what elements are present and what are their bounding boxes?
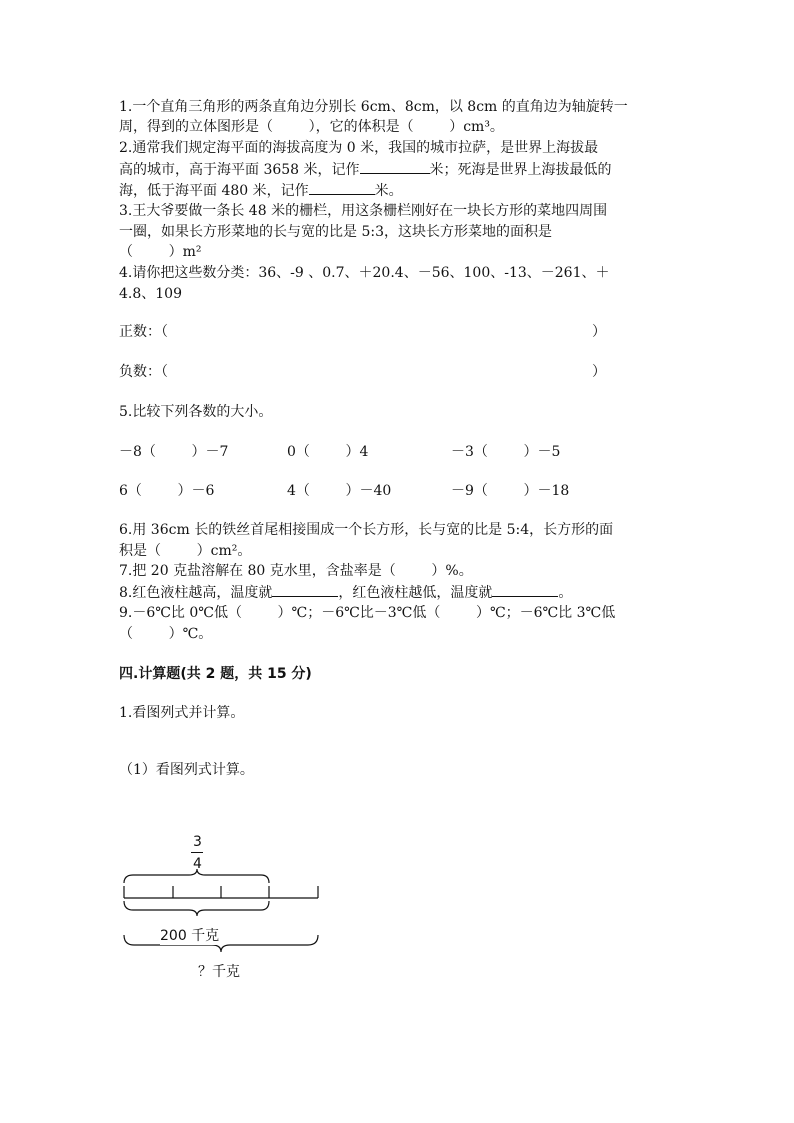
brace-top: [124, 869, 269, 883]
brace-mid: [124, 901, 269, 916]
q3-line2: 一圈，如果长方形菜地的长与宽的比是 5:3，这块长方形菜地的面积是: [119, 224, 552, 240]
q2-line1: 2.通常我们规定海平面的海拔高度为 0 米，我国的城市拉萨，是世界上海拔最: [119, 140, 599, 156]
positive-label: 正数：（: [119, 324, 168, 340]
q6-line2: 积是（ ）cm²。: [119, 543, 252, 559]
q3-line3: （ ）m²: [119, 244, 202, 260]
calc-q1: 1.看图列式并计算。: [119, 705, 245, 721]
q3-line1: 3.王大爷要做一条长 48 米的栅栏，用这条栅栏刚好在一块长方形的菜地四周围: [119, 203, 608, 219]
q2-line2: 高的城市，高于海平面 3658 米，记作 米；死海是世界上海拔最低的: [119, 159, 612, 180]
negative-label: 负数：（: [119, 364, 168, 380]
compare-item: 0（ ）4: [287, 444, 369, 460]
fraction-numerator: 3: [193, 834, 202, 850]
q2-line3: 海，低于海平面 480 米，记作 米。: [119, 180, 403, 201]
q9-line2: （ ）℃。: [119, 626, 213, 642]
calc-sub1: （1）看图列式计算。: [119, 762, 254, 778]
label-200kg: 200 千克: [160, 928, 220, 944]
q4-line2: 4.8、109: [119, 286, 182, 302]
positive-close-paren: ）: [592, 324, 606, 340]
q7-line1: 7.把 20 克盐溶解在 80 克水里，含盐率是（ ）%。: [119, 563, 473, 579]
compare-item: －9（ ）－18: [451, 483, 570, 499]
brace-bottom: [124, 935, 318, 952]
q1-line1: 1.一个直角三角形的两条直角边分别长 6cm、8cm，以 8cm 的直角边为轴旋转一: [119, 99, 628, 115]
compare-item: 6（ ）－6: [119, 483, 215, 499]
q4-line1: 4.请你把这些数分类：36、-9 、0.7、＋20.4、－56、100、-13、－261、＋: [119, 265, 610, 281]
q8-line1: 8.红色液柱越高，温度就 ，红色液柱越低，温度就 。: [119, 582, 572, 603]
q6-line1: 6.用 36cm 长的铁丝首尾相接围成一个长方形，长与宽的比是 5:4，长方形的面: [119, 522, 614, 538]
compare-item: 4（ ）－40: [287, 483, 392, 499]
fraction-denominator: 4: [193, 856, 202, 872]
q1-line2: 周，得到的立体图形是（ ），它的体积是（ ）cm³。: [119, 119, 504, 135]
negative-close-paren: ）: [592, 364, 606, 380]
compare-item: －8（ ）－7: [119, 444, 229, 460]
q9-line1: 9.－6℃比 0℃低（ ）℃；－6℃比－3℃低（ ）℃；－6℃比 3℃低: [119, 605, 616, 621]
section-heading: 四.计算题(共 2 题，共 15 分): [119, 666, 312, 682]
compare-item: －3（ ）－5: [451, 444, 561, 460]
label-unknown-kg: ？千克: [198, 964, 240, 980]
q5-title: 5.比较下列各数的大小。: [119, 404, 273, 420]
